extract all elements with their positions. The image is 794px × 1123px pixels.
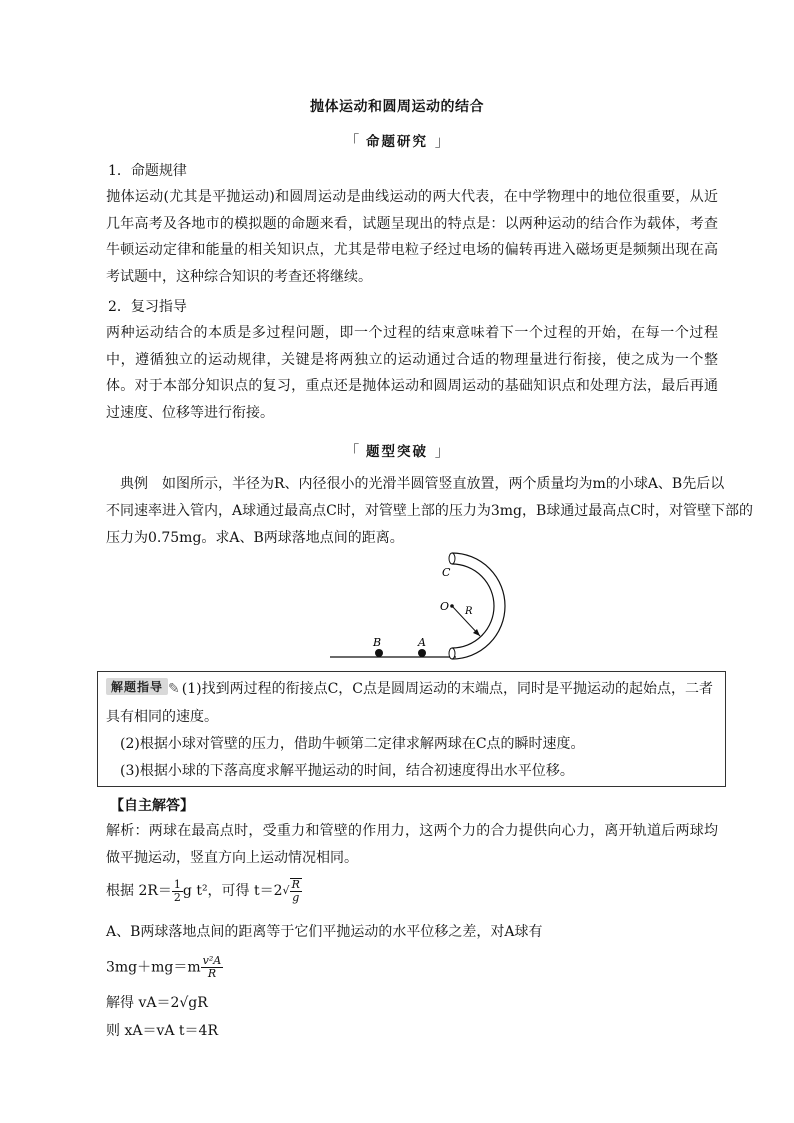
example-line-1: 典例 如图所示，半径为R、内径很小的光滑半圆管竖直放置，两个质量均为m的小球A、B先后以 [120, 476, 725, 492]
label-r: R [465, 606, 473, 617]
label-a: A [418, 636, 426, 649]
section-heading-research: 「 命题研究 」 [344, 132, 450, 150]
pen-icon: ✎ [168, 681, 180, 697]
equation-4: 则 xA＝vA t＝4R [106, 1023, 218, 1039]
hint-line-2: (2)根据小球对管壁的压力，借助牛顿第二定律求解两球在C点的瞬时速度。 [120, 736, 585, 752]
equation-3: 解得 vA＝2√gR [106, 995, 208, 1011]
semicircle-tube-figure [330, 548, 510, 668]
label-c: C [442, 566, 451, 579]
ball-b [375, 649, 383, 657]
equation-2: 3mg＋mg＝m $\frac{\text{v²A}}{R}$ [106, 954, 222, 980]
solution-paragraph: 解析：两球在最高点时，受重力和管壁的作用力，这两个力的合力提供向心力，离开轨道后两球均做平抛运动，竖直方向上运动情况相同。 [106, 823, 718, 866]
example-line-2: 不同速率进入管内，A球通过最高点C时，对管壁上部的压力为3mg，B球通过最高点C时，对管壁下部的 [106, 503, 753, 519]
label-o: O [440, 600, 450, 613]
fraction-half: $\frac{1}{2}$ [173, 877, 181, 904]
fraction-va-squared-over-r: $\frac{\text{v²A}}{R}$ [202, 954, 222, 980]
rule-heading: 1．命题规律 [108, 163, 187, 179]
hint-line-1: 解题指导 ✎ (1)找到两过程的衔接点C，C点是圆周运动的末端点，同时是平抛运动的起始点，二者 [106, 678, 713, 698]
distance-statement: A、B两球落地点间的距离等于它们平抛运动的水平位移之差，对A球有 [106, 924, 543, 940]
solution-heading: 【自主解答】 [110, 798, 194, 814]
hint-line-1b: 具有相同的速度。 [106, 709, 218, 725]
rule-paragraph: 抛体运动(尤其是平抛运动)和圆周运动是曲线运动的两大代表，在中学物理中的地位很重要，从近几年高考及各地市的模拟题的命题来看，试题呈现出的特点是：以两种运动的结合作为载体，考查牛顿运动定律和能量的相关知识点，尤其是带电粒子经过电场的偏转再进入磁场更是频频出现在高考试题中，这种综合知识的考查还将继续。 [106, 189, 718, 285]
outer-tube-wall [452, 553, 505, 659]
ball-a [418, 649, 426, 657]
inner-tube-wall [452, 564, 494, 648]
hint-line-3: (3)根据小球的下落高度求解平抛运动的时间，结合初速度得出水平位移。 [120, 763, 574, 779]
equation-1: 根据 2R＝ $\frac{1}{2}$ g t²，可得 t＝2√ $\frac{R}{g}$ [106, 877, 300, 904]
top-tube-end [449, 553, 455, 564]
bottom-tube-end [449, 648, 455, 659]
hint-tag: 解题指导 [106, 678, 168, 695]
page-title: 抛体运动和圆周运动的结合 [310, 99, 484, 115]
example-line-3: 压力为0.75mg。求A、B两球落地点间的距离。 [106, 530, 404, 546]
guide-paragraph: 两种运动结合的本质是多过程问题，即一个过程的结束意味着下一个过程的开始，在每一个过程中，遵循独立的运动规律，关键是将两独立的运动通过合适的物理量进行衔接，使之成为一个整体。对于本部分知识点的复习，重点还是抛体运动和圆周运动的基础知识点和处理方法，最后再通过速度、位移等进行衔接。 [106, 325, 718, 421]
sqrt-r-over-g: √ $\frac{R}{g}$ [282, 878, 300, 904]
section-heading-breakthrough: 「 题型突破 」 [344, 442, 450, 460]
label-b: B [373, 636, 382, 649]
solving-hint-box [97, 671, 726, 787]
guide-heading: 2．复习指导 [108, 299, 187, 315]
